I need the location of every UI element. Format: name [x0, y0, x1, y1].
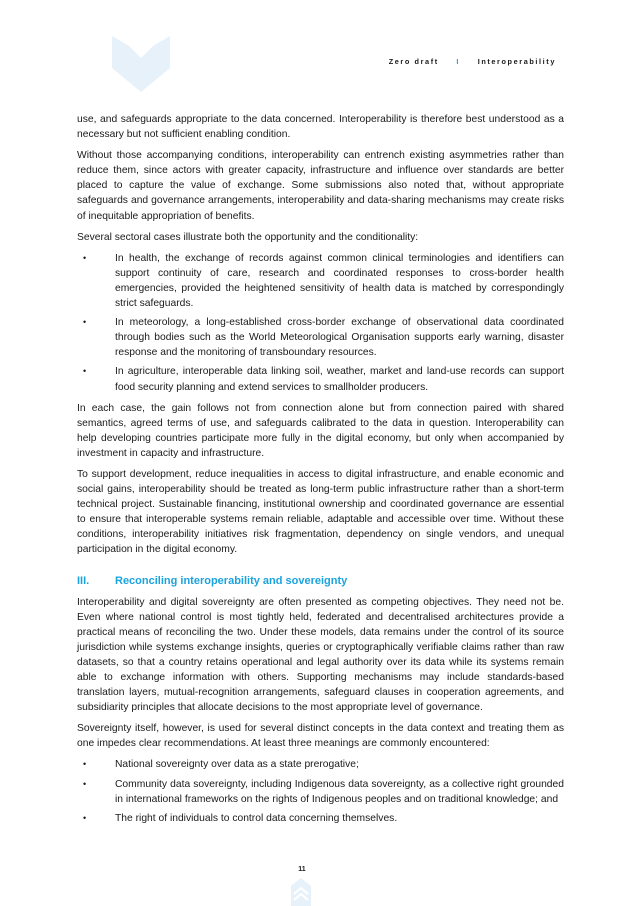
bullet-icon: •: [83, 812, 87, 823]
chevron-up-mark: [291, 878, 311, 906]
section-title: Reconciling interoperability and sovereignty: [115, 574, 348, 587]
list-item: [77, 777, 564, 807]
bullet-list: [77, 251, 564, 395]
paragraph: Sovereignty itself, however, is used for several distinct concepts in the data context and treating them as one impedes clear recommendations. At least three meanings are commonly encountered:: [77, 723, 564, 750]
paragraph: use, and safeguards appropriate to the data concerned. Interoperability is therefore best understood as a necessary but not sufficient enabling condition.: [77, 114, 564, 141]
paragraph: Interoperability and digital sovereignty are often presented as competing objectives. They need not be. Even where national control is most tightly held, federated and decentralised architectures provide a practical means of reconciling the two. Under these models, data remains under the control of its source jurisdiction while systems exchange insights, queries or cryptographically verifiable claims rather than raw datasets, so that a country retains operational and legal authority over its data while its systems remain able to exchange information with others. Supporting mechanisms may include standards-based translation layers, mutual-recognition arrangements, safeguard clauses in cooperation agreements, and subsidiarity principles that allocate decisions to the most appropriate level of governance.: [77, 596, 564, 714]
bullet-icon: •: [83, 759, 87, 770]
list-item: [77, 251, 564, 311]
bullet-icon: •: [83, 778, 87, 789]
list-item-text: In agriculture, interoperable data linking soil, weather, market and land-use records can support food security planning and extend services to smallholder producers.: [115, 366, 564, 393]
chevron-down-logo: [112, 36, 170, 92]
running-header: [389, 57, 556, 66]
bullet-icon: •: [83, 317, 87, 328]
list-item-text: National sovereignty over data as a state prerogative;: [115, 759, 359, 771]
paragraph: Several sectoral cases illustrate both the opportunity and the conditionality:: [77, 231, 419, 243]
list-item-text: Community data sovereignty, including Indigenous data sovereignty, as a collective right grounded in international frameworks on the rights of Indigenous peoples and on traditional knowledge; and: [115, 778, 564, 805]
list-item: [77, 757, 564, 772]
section-number: III.: [77, 574, 90, 587]
list-item: [77, 811, 564, 826]
header-section: Interoperability: [477, 57, 556, 66]
bullet-icon: •: [83, 366, 87, 377]
page-body: [77, 112, 564, 832]
page-number: 11: [298, 866, 306, 873]
list-item-text: In health, the exchange of records against common clinical terminologies and identifiers can support continuity of care, research and coordinated responses to cross-border health emergencies, provided the heightened sensitivity of health data is matched by correspondingly strict safeguards.: [115, 252, 564, 310]
paragraph: In each case, the gain follows not from connection alone but from connection paired with shared semantics, agreed terms of use, and safeguards calibrated to the data in question. Interoperability can help developing countries participate more fully in the digital economy, but only when accompanied by investment in capacity and infrastructure.: [77, 402, 564, 459]
list-item-text: The right of individuals to control data concerning themselves.: [115, 812, 398, 824]
list-item: [77, 315, 564, 360]
list-item-text: In meteorology, a long-established cross-border exchange of observational data coordinated through bodies such as the World Meteorological Organisation supports early warning, disaster response and the monitoring of transboundary resources.: [115, 317, 564, 359]
header-separator: I: [456, 57, 461, 66]
bullet-list: [77, 757, 564, 825]
paragraph: To support development, reduce inequalities in access to digital infrastructure, and enable economic and social gains, interoperability should be treated as long-term public infrastructure rather than a short-term technical project. Sustainable financing, institutional ownership and coordinated governance are essential to ensure that interoperable systems remain reliable, adaptable and accessible over time. Without these conditions, interoperability initiatives risk fragmentation, dependency on single vendors, and unequal participation in the digital economy.: [77, 468, 564, 556]
bullet-icon: •: [83, 252, 87, 263]
header-doc-title: Zero draft: [388, 57, 439, 66]
section-heading: [77, 574, 564, 589]
paragraph: Without those accompanying conditions, interoperability can entrench existing asymmetries rather than reduce them, since actors with greater capacity, infrastructure and influence over standards are better placed to capture the value of exchange. Some submissions also noted that, without appropriate safeguards and governance arrangements, interoperability and data-sharing mechanisms may create risks of inequitable appropriation of benefits.: [77, 150, 564, 222]
list-item: [77, 364, 564, 394]
